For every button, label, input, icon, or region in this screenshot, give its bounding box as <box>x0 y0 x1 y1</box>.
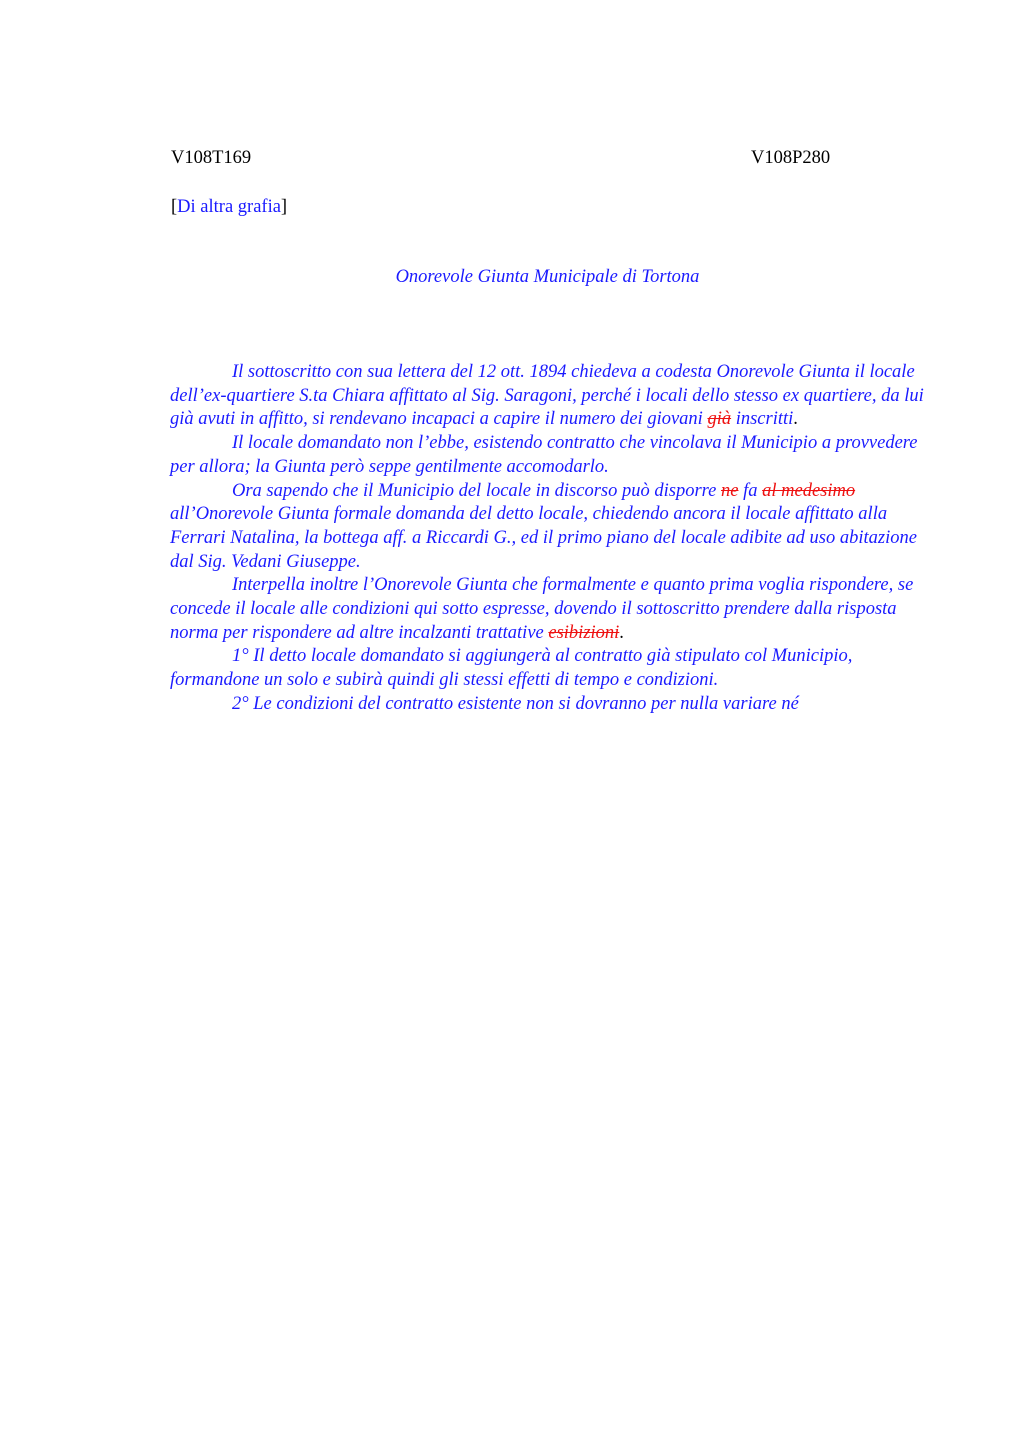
paragraph-6-text: 2° Le condizioni del contratto esistente non si dovranno per nulla variare né <box>232 693 799 714</box>
paragraph-1-text-a: Il sottoscritto con sua lettera del 12 ott. 1894 chiedeva a codesta Onorevole Giunta il locale dell’ex-quartiere S.ta Chiara affittato al Sig. Saragoni, perché i locali dello stesso ex quartiere, da lui già avuti in affitto, si rendevano incapaci a capire il numero dei giovani <box>170 362 924 430</box>
document-code-right: V108P280 <box>751 148 831 168</box>
paragraph-5-text: 1° Il detto locale domandato si aggiungerà al contratto già stipulato col Municipio, formandone un solo e subirà quindi gli stessi effetti di tempo e condizioni. <box>170 646 853 691</box>
note-close-bracket: ] <box>280 197 288 217</box>
paragraph-3-text-c: all’Onorevole Giunta formale domanda del detto locale, chiedendo ancora il locale affittato alla Ferrari Natalina, la bottega aff. a Riccardi G., ed il primo piano del locale adibite ad uso abitazione dal Sig. Vedani Giuseppe. <box>170 504 917 572</box>
paragraph-3-text-a: Ora sapendo che il Municipio del locale in discorso può disporre <box>232 480 721 501</box>
paragraph-1-text-b: inscritti <box>731 409 794 430</box>
paragraph-4 <box>170 574 926 645</box>
note-text: Di altra grafia <box>177 197 281 217</box>
paragraph-4-period: . <box>619 622 624 643</box>
paragraph-6 <box>170 693 926 717</box>
deleted-word: già <box>707 409 732 430</box>
letter-body <box>170 361 926 717</box>
paragraph-2 <box>170 432 926 479</box>
paragraph-1 <box>170 361 926 432</box>
paragraph-4-text: Interpella inoltre l’Onorevole Giunta che formalmente e quanto prima voglia rispondere, se concede il locale alle condizioni qui sotto espresse, dovendo il sottoscritto prendere dalla risposta norma per rispondere ad altre incalzanti trattative <box>170 575 914 643</box>
paragraph-3 <box>170 480 926 575</box>
deleted-phrase: al medesimo <box>762 480 856 501</box>
document-code-left: V108T169 <box>171 148 252 168</box>
editorial-note <box>171 195 287 219</box>
paragraph-5 <box>170 645 926 692</box>
paragraph-1-period: . <box>793 409 798 430</box>
note-open-bracket: [ <box>171 197 178 217</box>
paragraph-2-text: Il locale domandato non l’ebbe, esistendo contratto che vincolava il Municipio a provvedere per allora; la Giunta però seppe gentilmente accomodarlo. <box>170 433 918 477</box>
deleted-word: esibizioni <box>548 622 620 643</box>
paragraph-3-text-b: fa <box>738 480 763 501</box>
deleted-word: ne <box>721 480 739 501</box>
letter-addressee: Onorevole Giunta Municipale di Tortona <box>395 267 700 287</box>
